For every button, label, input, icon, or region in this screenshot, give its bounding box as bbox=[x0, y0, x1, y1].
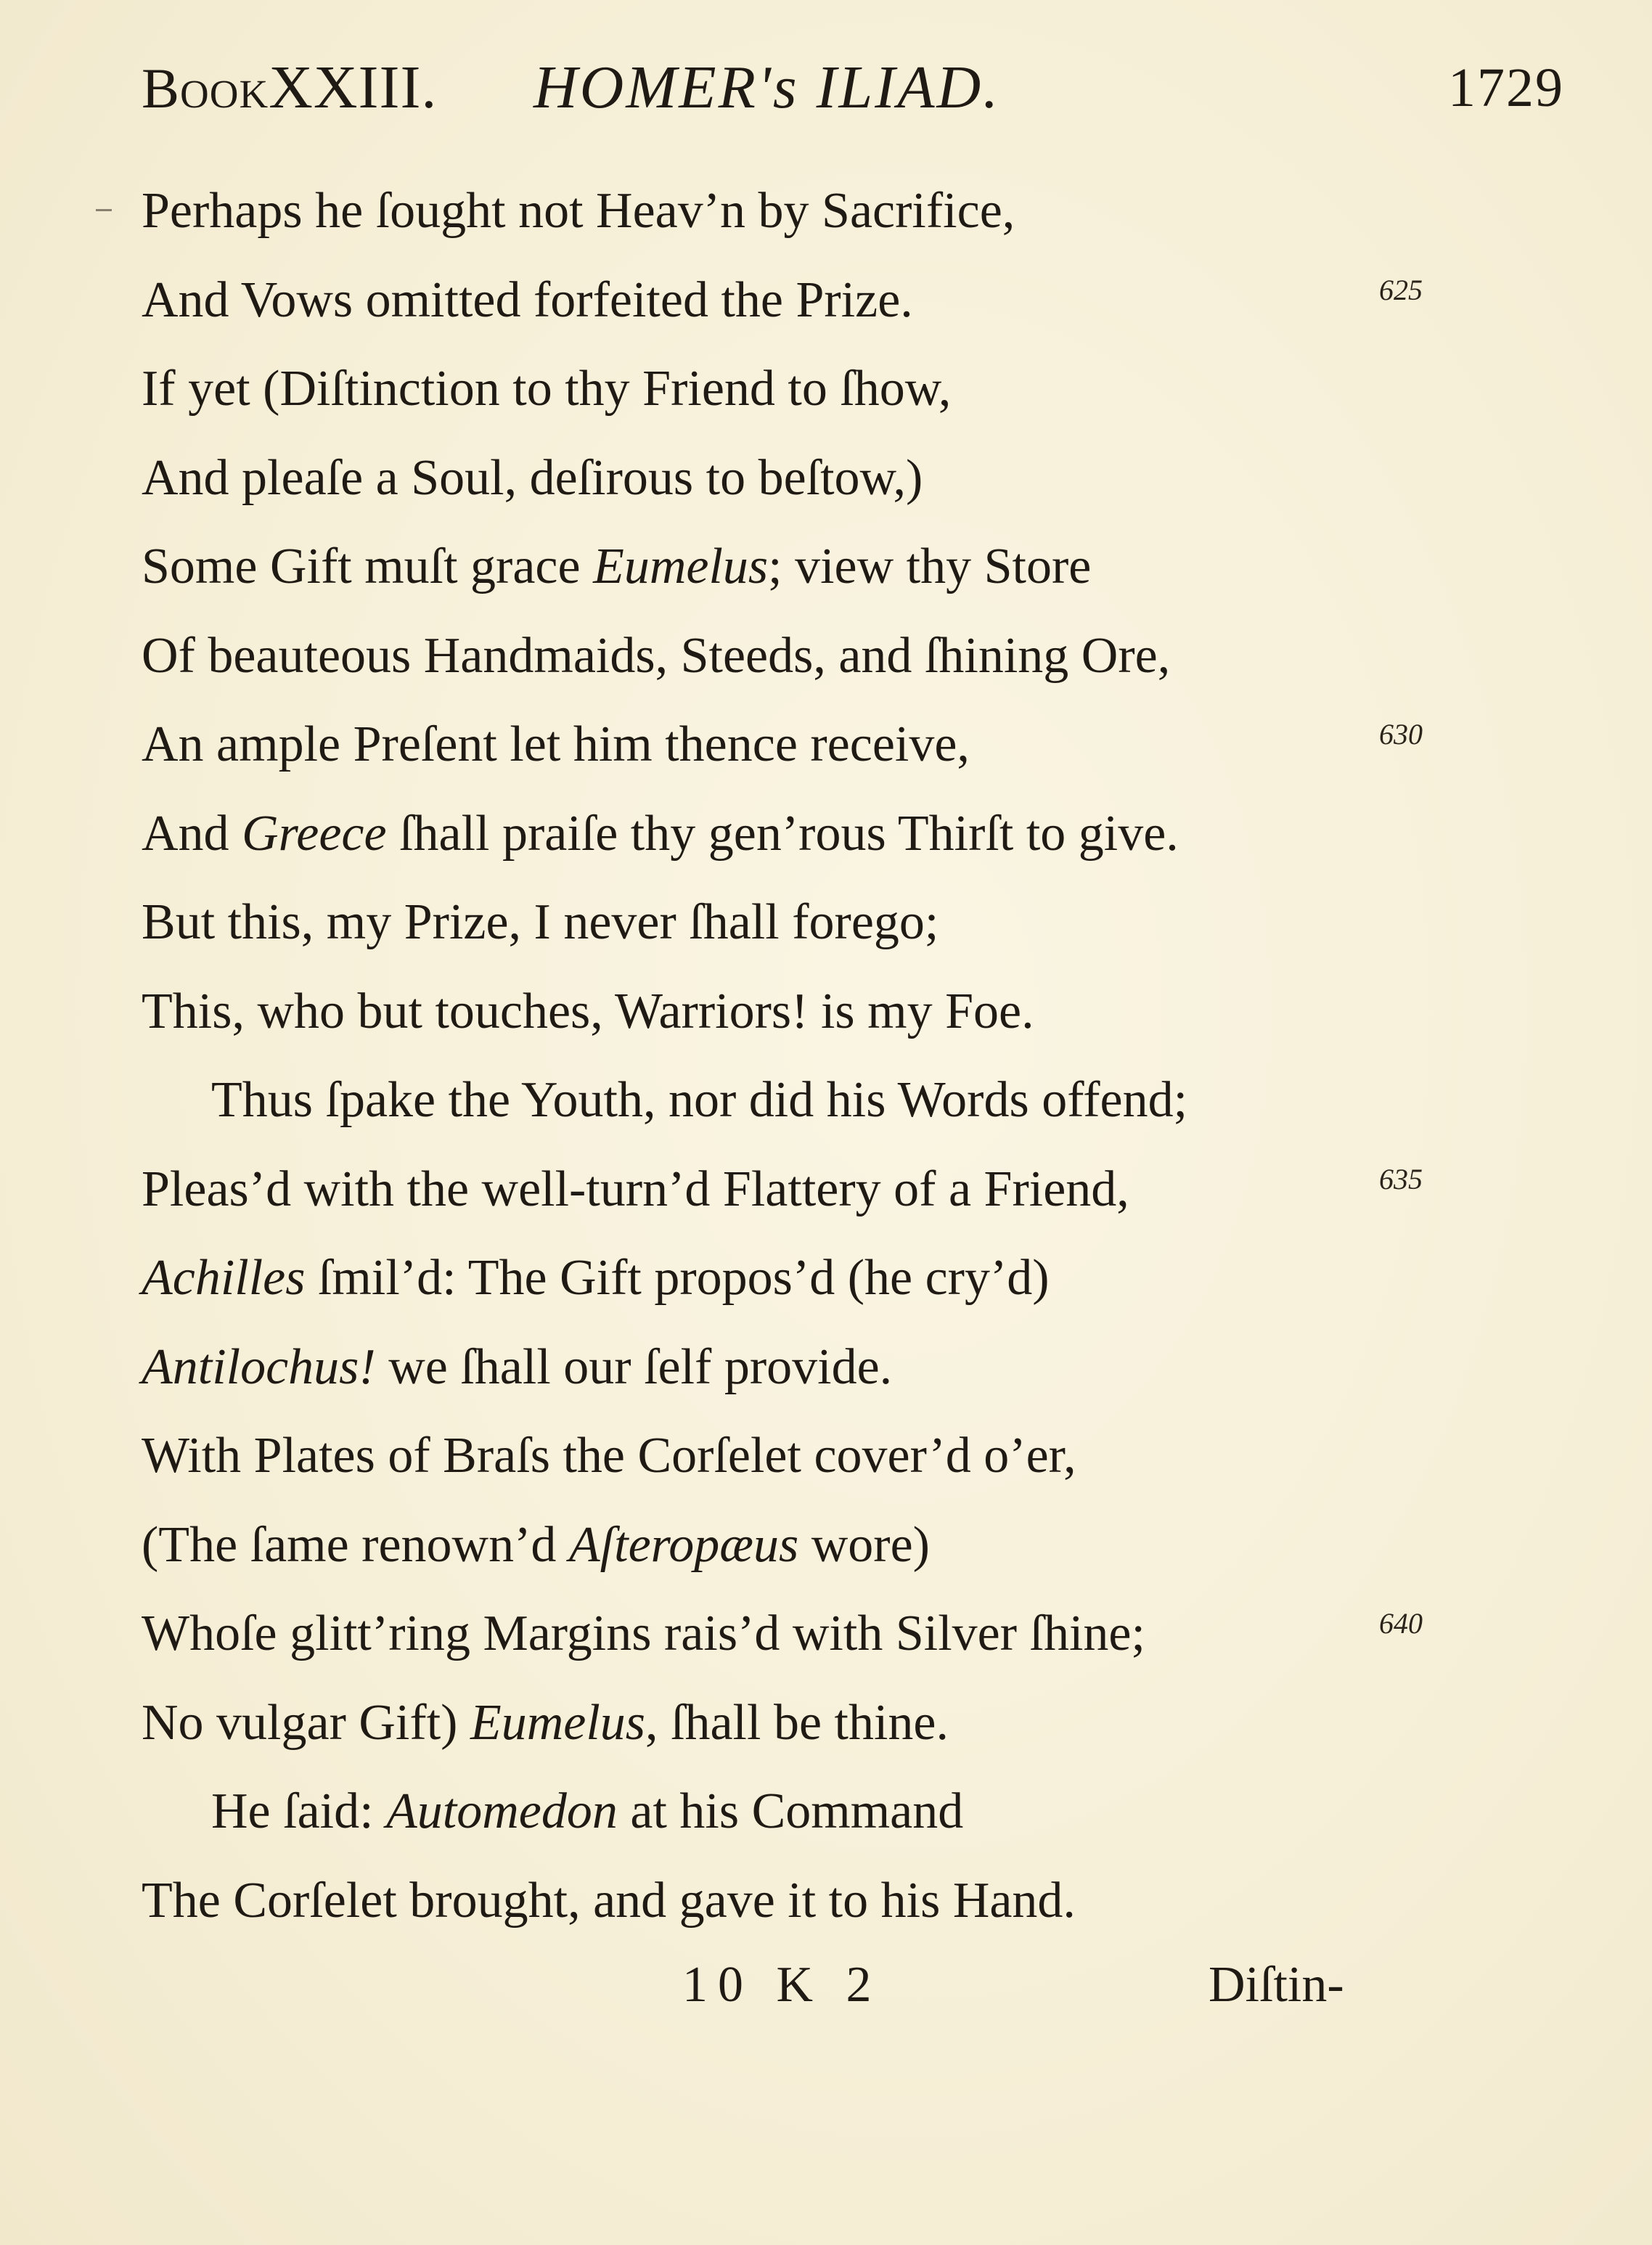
verse-line bbox=[142, 1145, 1521, 1235]
verse-text: And Vows omitted forfeited the Prize. bbox=[142, 271, 913, 328]
verse-text: ſmil’d: The Gift propos’d (he cry’d) bbox=[305, 1250, 1050, 1306]
verse-line bbox=[142, 1501, 1521, 1590]
verse-proper-name: Greece bbox=[242, 805, 387, 862]
verse-text: at his Command bbox=[617, 1783, 964, 1839]
verse-block bbox=[142, 167, 1521, 1945]
page-footer bbox=[142, 1956, 1521, 2036]
verse-text: And bbox=[142, 805, 242, 862]
verse-proper-name: Eumelus bbox=[593, 539, 769, 594]
signature-mark: 10 K 2 bbox=[682, 1957, 882, 2013]
verse-line bbox=[142, 1412, 1521, 1501]
verse-text: , ſhall be thine. bbox=[645, 1694, 949, 1751]
verse-text: Perhaps he ſought not Heav’n by Sacrifice, bbox=[142, 183, 1015, 239]
verse-proper-name: Automedon bbox=[386, 1783, 618, 1839]
verse-text: ſhall praiſe thy gen’rous Thirſt to give. bbox=[386, 805, 1179, 862]
running-header bbox=[142, 52, 1586, 132]
verse-text: If yet (Diſtinction to thy Friend to ſhow, bbox=[142, 361, 952, 417]
verse-line bbox=[142, 1234, 1521, 1323]
verse-text: Pleas’d with the well-turn’d Flattery of a Friend, bbox=[142, 1161, 1129, 1217]
verse-line bbox=[142, 345, 1521, 434]
verse-proper-name: Achilles bbox=[142, 1250, 306, 1306]
verse-line bbox=[142, 1679, 1521, 1768]
verse-text: And pleaſe a Soul, deſirous to beſtow,) bbox=[142, 449, 923, 506]
verse-text: ; view thy Store bbox=[768, 539, 1092, 594]
verse-line bbox=[142, 523, 1521, 612]
verse-line bbox=[142, 1767, 1521, 1857]
verse-text: But this, my Prize, I never ſhall forego; bbox=[142, 894, 939, 950]
verse-proper-name: Aſteropæus bbox=[568, 1516, 799, 1573]
verse-text: Some Gift muſt grace bbox=[142, 539, 594, 594]
book-label bbox=[142, 52, 437, 123]
verse-line bbox=[142, 167, 1521, 256]
verse-text: Thus ſpake the Youth, nor did his Words offend; bbox=[211, 1072, 1188, 1128]
verse-text: we ſhall our ſelf provide. bbox=[375, 1338, 893, 1395]
verse-text: With Plates of Braſs the Corſelet cover’d o’er, bbox=[142, 1428, 1076, 1484]
book-number: XXIII. bbox=[269, 54, 438, 121]
verse-text: This, who but touches, Warriors! is my Foe. bbox=[142, 983, 1034, 1039]
book-prefix: Book bbox=[142, 57, 269, 120]
line-number: 625 bbox=[1379, 273, 1423, 306]
verse-text: An ample Preſent let him thence receive, bbox=[142, 716, 970, 772]
verse-text: The Corſelet brought, and gave it to his Hand. bbox=[142, 1872, 1076, 1929]
verse-line bbox=[142, 968, 1521, 1057]
verse-line bbox=[142, 790, 1521, 879]
margin-mark bbox=[96, 209, 112, 211]
line-number: 635 bbox=[1379, 1162, 1423, 1195]
catchword: Diſtin- bbox=[1209, 1957, 1344, 2013]
verse-text: No vulgar Gift) bbox=[142, 1694, 470, 1751]
verse-line bbox=[142, 434, 1521, 523]
verse-text: Whoſe glitt’ring Margins rais’d with Silver ſhine; bbox=[142, 1606, 1145, 1661]
line-number: 630 bbox=[1379, 718, 1423, 751]
page-number: 1729 bbox=[1448, 57, 1564, 118]
verse-proper-name: Antilochus! bbox=[142, 1338, 376, 1395]
verse-line bbox=[142, 256, 1521, 345]
page-title: HOMER's ILIAD. bbox=[533, 54, 1001, 121]
verse-text: (The ſame renown’d bbox=[142, 1516, 569, 1573]
verse-text: wore) bbox=[798, 1516, 930, 1573]
verse-line bbox=[142, 700, 1521, 790]
line-number: 640 bbox=[1379, 1607, 1423, 1640]
verse-line bbox=[142, 612, 1521, 701]
verse-line bbox=[142, 1323, 1521, 1412]
verse-text: He ſaid: bbox=[211, 1783, 387, 1839]
verse-line bbox=[142, 1056, 1521, 1145]
verse-line bbox=[142, 1857, 1521, 1946]
verse-proper-name: Eumelus bbox=[470, 1694, 646, 1751]
verse-text: Of beauteous Handmaids, Steeds, and ſhining Ore, bbox=[142, 627, 1171, 684]
verse-line bbox=[142, 1590, 1521, 1679]
verse-line bbox=[142, 878, 1521, 968]
